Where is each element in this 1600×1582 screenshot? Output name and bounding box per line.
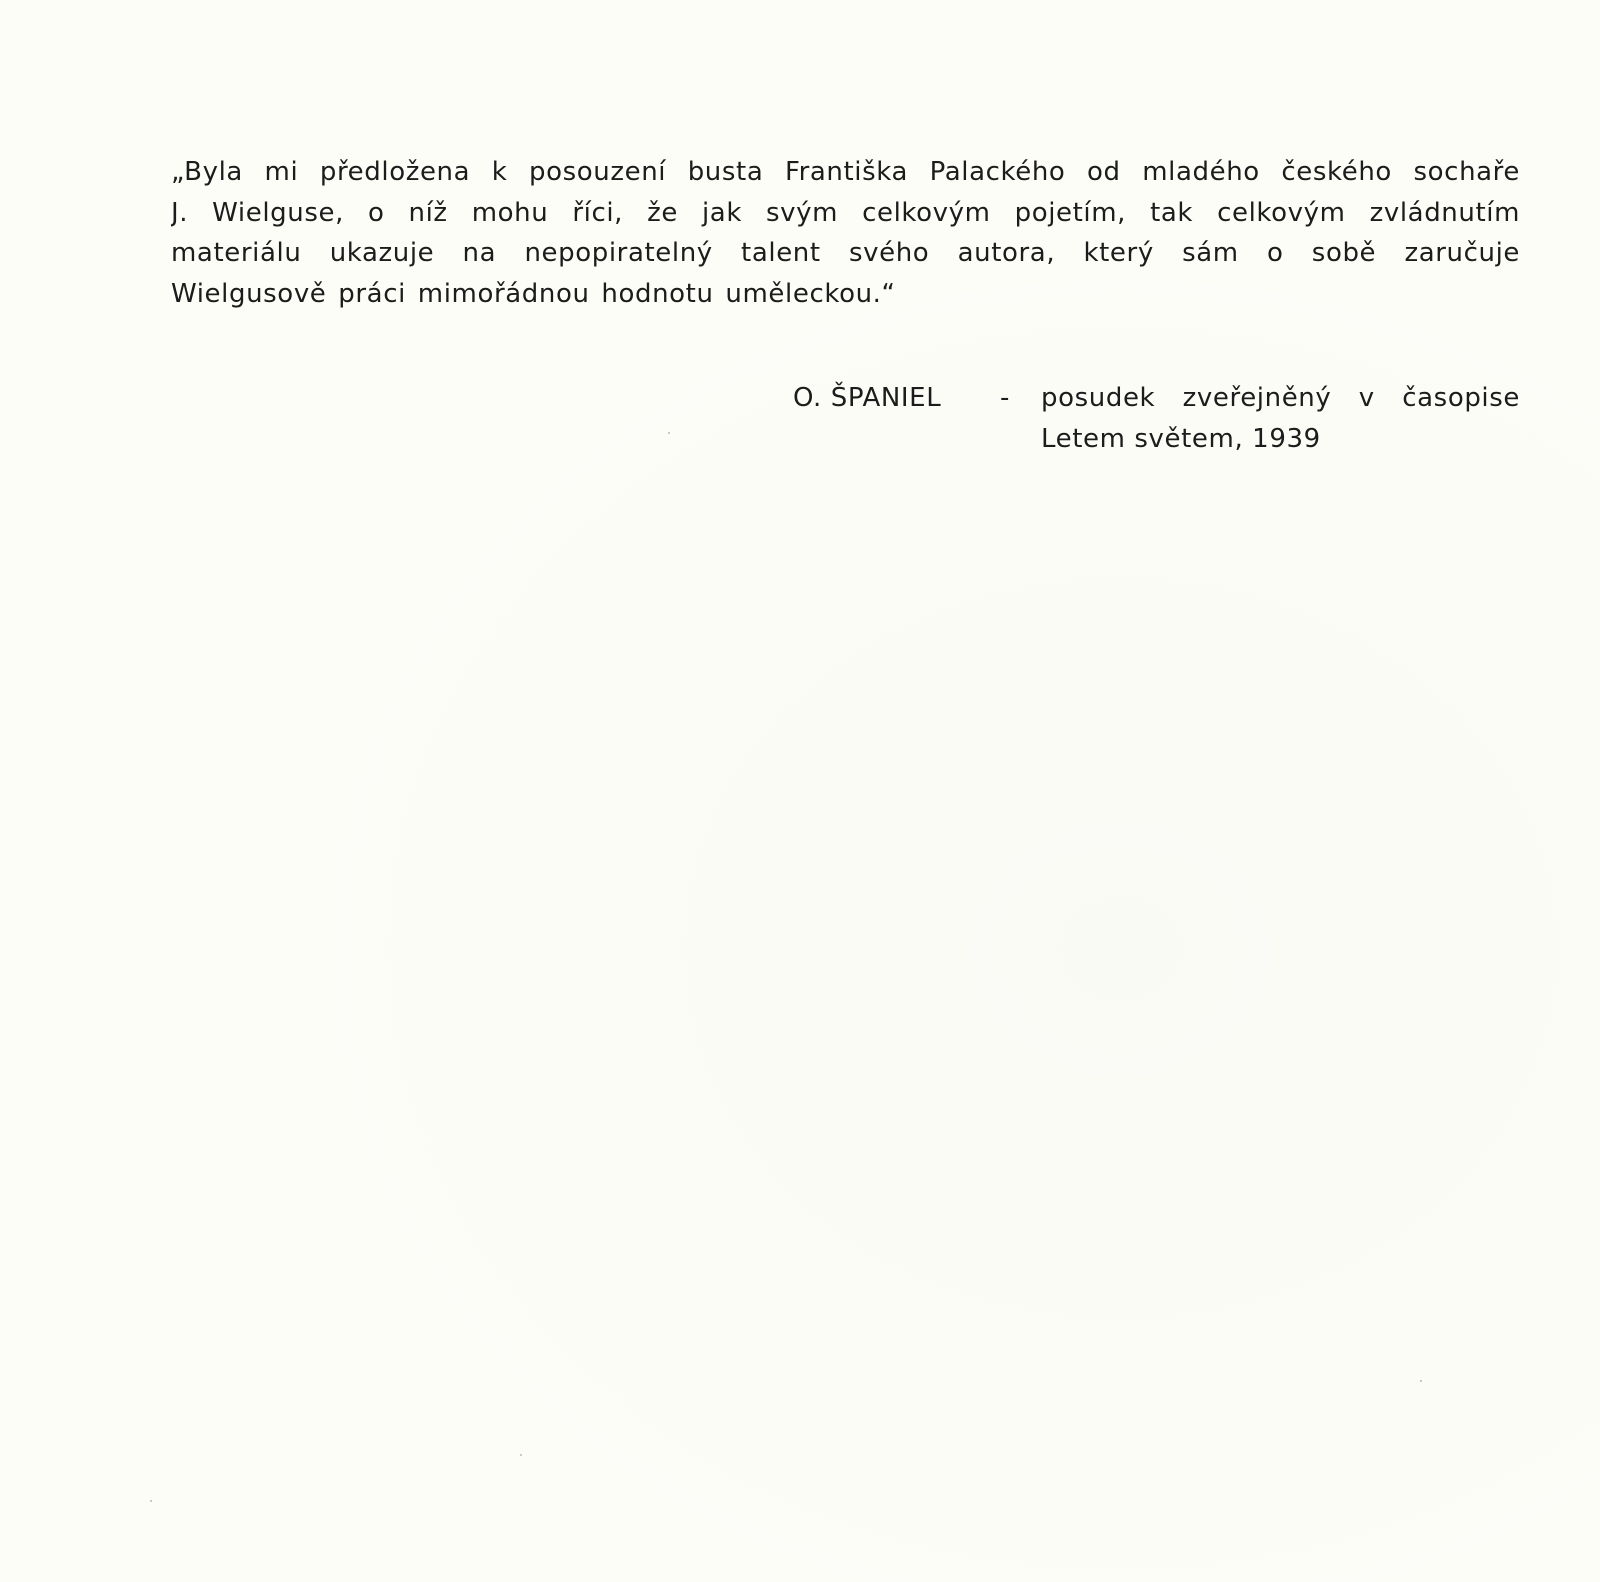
source-line: posudek zveřejněný v časopise (1041, 383, 1520, 413)
source-line: Letem světem, 1939 (1041, 423, 1321, 454)
quote-line: Wielgusově práci mimořádnou hodnotu uměleckou.“ (171, 278, 896, 309)
attribution-dash: - (1000, 383, 1010, 413)
paper-speck (1420, 1380, 1422, 1382)
quote-line: materiálu ukazuje na nepopiratelný talent svého autora, který sám o sobě zaručuje (171, 238, 1520, 268)
paper-speck (520, 1454, 522, 1456)
quote-line: „Byla mi předložena k posouzení busta Františka Palackého od mladého českého sochaře (171, 157, 1520, 187)
attribution-source (1041, 378, 1520, 459)
author-name: O. ŠPANIEL (793, 383, 942, 413)
quote-line: J. Wielguse, o níž mohu říci, že jak svým celkovým pojetím, tak celkovým zvládnutím (171, 197, 1520, 228)
paper-speck (668, 432, 670, 434)
paper-speck (150, 1500, 152, 1502)
quote-paragraph (171, 152, 1520, 314)
